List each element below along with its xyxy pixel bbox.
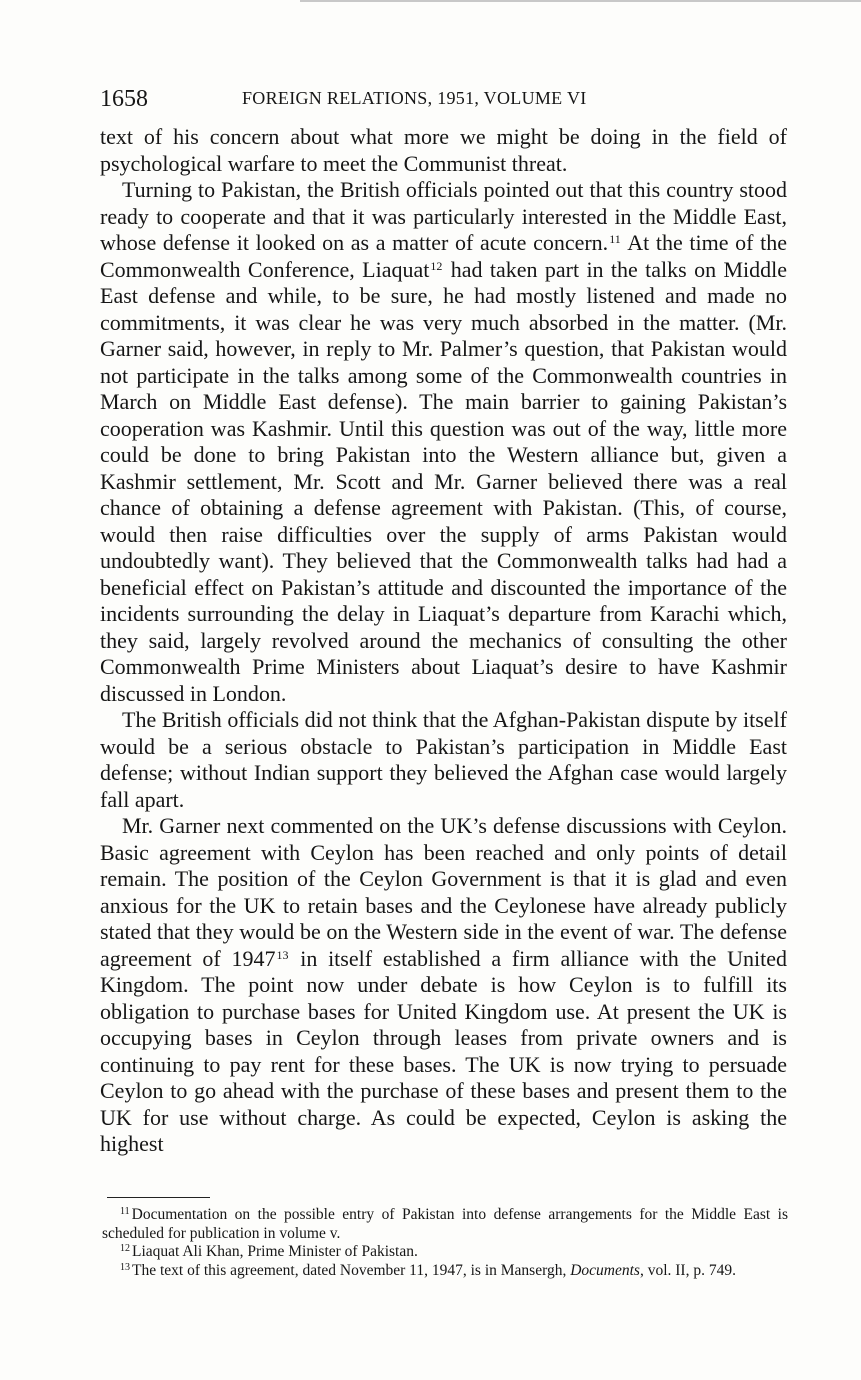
footnote-11 [102,1206,788,1243]
paragraph-text: Turning to Pakistan, the British officials pointed out that this country stood ready to cooperate and that it was particularly interested in the Middle East, whose defense it looked on as a matter of acute concern. [100,177,787,255]
paragraph-continuation: text of his concern about what more we might be doing in the field of psychological warfare to meet the Communist threat. [100,124,787,176]
running-title: FOREIGN RELATIONS, 1951, VOLUME VI [242,88,587,108]
body-text [100,124,787,1158]
footnote-divider [107,1197,210,1198]
footnote-text: Liaquat Ali Khan, Prime Minister of Pakistan. [132,1243,418,1260]
footnote-ref-13[interactable]: 13 [276,947,289,962]
paragraph-pakistan [100,177,787,707]
footnotes [102,1206,788,1280]
paragraph-ceylon [100,813,787,1158]
footnote-number: 13 [120,1261,130,1273]
footnote-ref-12[interactable]: 12 [430,258,443,273]
footnote-number: 12 [120,1243,130,1254]
footnote-text: Documentation on the possible entry of Pakistan into defense arrangements for the Middle East is scheduled for publication in volume v. [102,1206,788,1242]
paragraph-text: At the time of the Commonwealth Conference, Liaquat [100,230,787,282]
footnote-13 [102,1262,788,1281]
scan-edge-line [300,0,861,2]
footnote-number: 11 [120,1206,130,1217]
paragraph-text: Mr. Garner next commented on the UK’s defense discussions with Ceylon. Basic agreement with Ceylon has been reached and only points of detail remain. The position of the Ceylon Government is that it is glad and even anxious for the UK to retain bases and the Ceylonese have already publicly stated that they would be on the Western side in the event of war. The defense agreement of 1947 [100,813,787,971]
page-number: 1658 [100,86,148,112]
footnote-text: , vol. II, p. 749. [639,1261,736,1279]
paragraph-afghan-dispute: The British officials did not think that the Afghan-Pakistan dispute by itself would be a serious obstacle to Pakistan’s participation in Middle East defense; without Indian support they believed the Afghan case would largely fall apart. [100,707,787,812]
paragraph-text: in itself established a firm alliance with the United Kingdom. The point now under debate is how Ceylon is to fulfill its obligation to purchase bases for United Kingdom use. At present the UK is occupying bases in Ceylon through leases from private owners and is continuing to pay rent for these bases. The UK is now trying to persuade Ceylon to go ahead with the purchase of these bases and present them to the UK for use without charge. As could be expected, Ceylon is asking the highest [100,945,788,1156]
footnote-text: The text of this agreement, dated November 11, 1947, is in Mansergh, [132,1261,571,1279]
footnote-12 [102,1243,788,1262]
footnote-italic-title: Documents [570,1261,640,1279]
footnote-ref-11[interactable]: 11 [609,232,621,246]
paragraph-text: had taken part in the talks on Middle East defense and while, to be sure, he had mostly listened and made no commitments, it was clear he was very much absorbed in the matter. (Mr. Garner said, however, in reply to Mr. Palmer’s question, that Pakistan would not participate in the talks among some of the Commonwealth countries in March on Middle East defense). The main barrier to gaining Pakistan’s cooperation was Kashmir. Until this question was out of the way, little more could be done to bring Pakistan into the Western alliance but, given a Kashmir settlement, Mr. Scott and Mr. Garner believed there was a real chance of obtaining a defense agreement with Pakistan. (This, of course, would then raise difficulties over the supply of arms Pakistan would undoubtedly want). They believed that the Commonwealth talks had had a beneficial effect on Pakistan’s attitude and discounted the importance of the incidents surrounding the delay in Liaquat’s departure from Karachi which, they said, largely revolved around the mechanics of consulting the other Commonwealth Prime Ministers about Liaquat’s desire to have Kashmir discussed in London. [100,256,787,706]
running-header [100,83,800,115]
